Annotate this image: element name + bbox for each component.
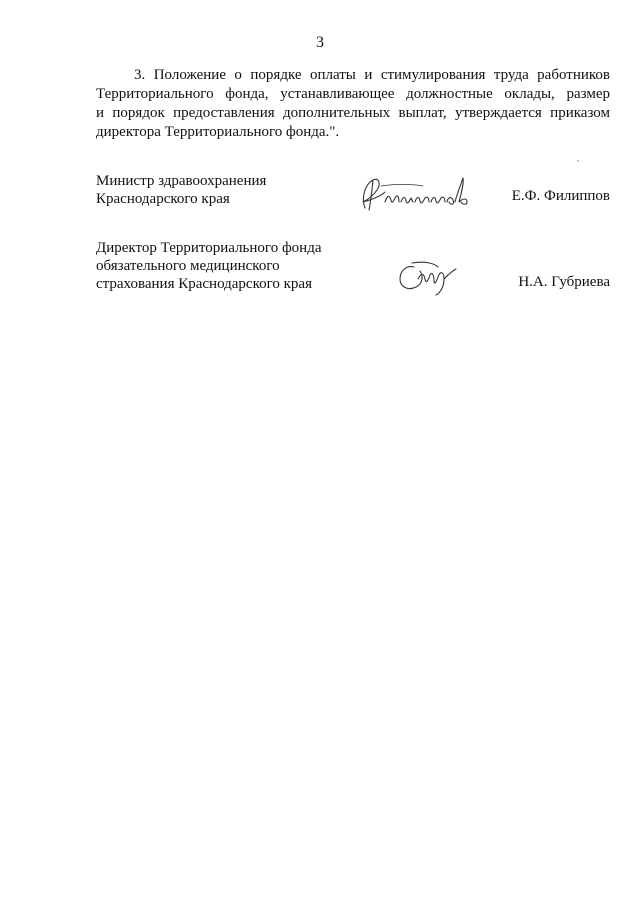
signatory-name: Е.Ф. Филиппов	[511, 188, 610, 204]
signature-block-minister	[96, 172, 610, 212]
signatory-title-line: обязательного медицинского	[96, 258, 280, 274]
signatory-title	[96, 172, 266, 208]
signatory-title-line: Министр здравоохранения	[96, 173, 267, 189]
paragraph-line: 3. Положение о порядке оплаты и стимулирования труда работников	[134, 67, 610, 83]
paragraph-line: директора Территориального фонда.".	[96, 124, 340, 140]
paragraph-line: и порядок предоставления дополнительных выплат, утверждается приказом	[96, 105, 610, 121]
body-paragraph	[96, 66, 610, 142]
signatory-title-line: Краснодарского края	[96, 191, 230, 207]
signatory-name: Н.А. Губриева	[518, 274, 610, 290]
handwritten-signature	[394, 257, 464, 297]
signatory-title-line: Директор Территориального фонда	[96, 240, 322, 256]
scan-artifact	[577, 160, 579, 162]
signature-block-director	[96, 239, 610, 295]
signatory-title-line: страхования Краснодарского края	[96, 276, 312, 292]
handwritten-signature	[351, 172, 491, 216]
paragraph-line: Территориального фонда, устанавливающее должностные оклады, размер	[96, 86, 610, 102]
signatory-title	[96, 239, 321, 293]
page-number: 3	[316, 34, 324, 51]
